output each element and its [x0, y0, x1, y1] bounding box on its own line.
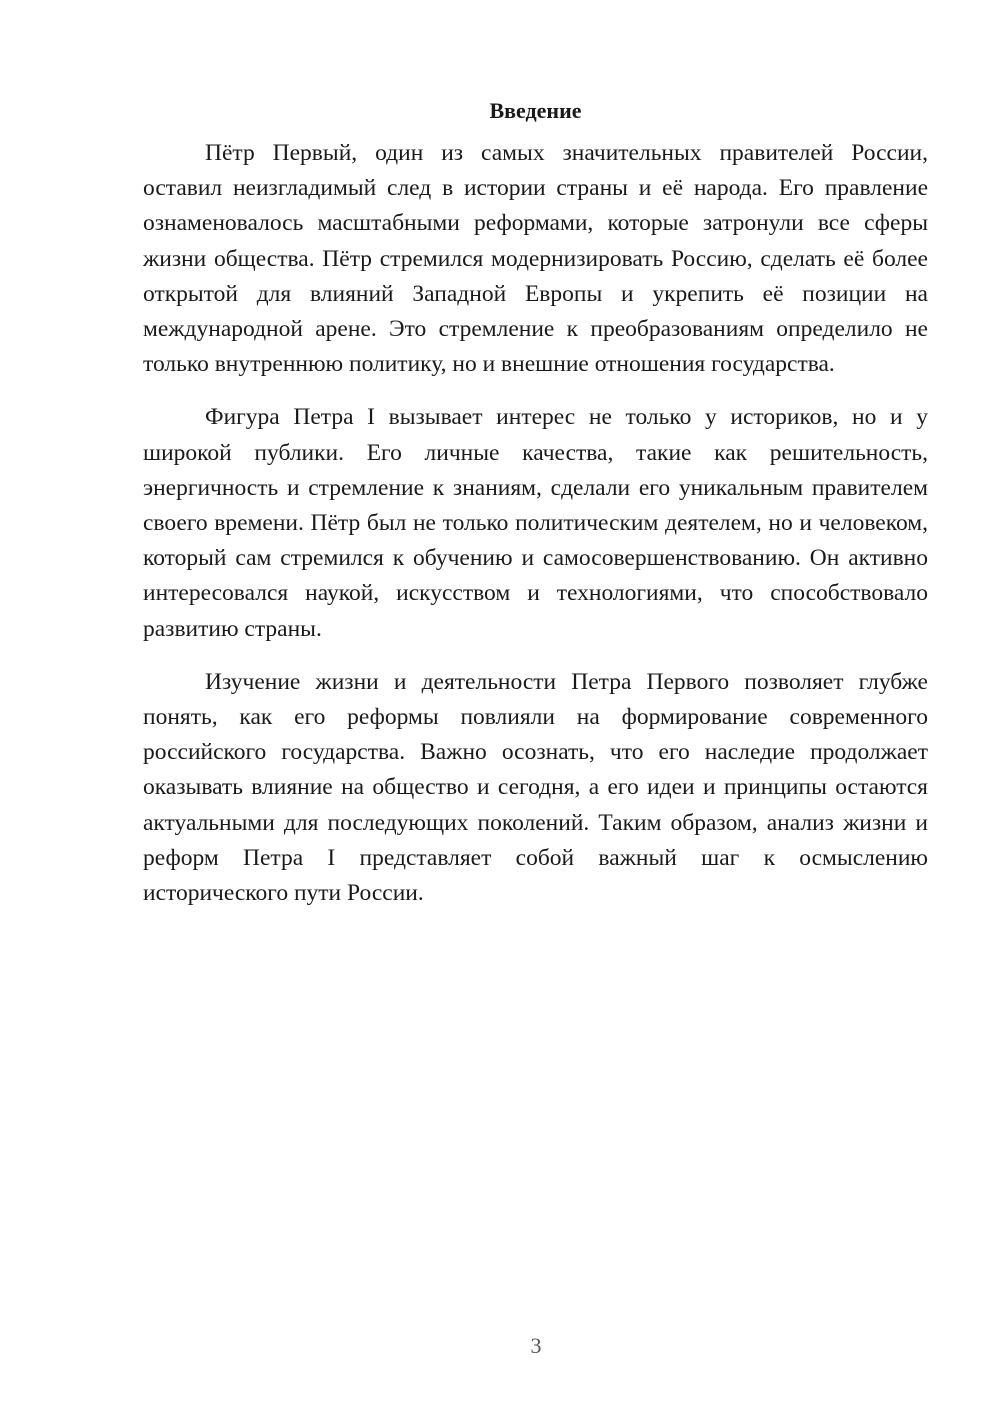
document-body [143, 96, 928, 929]
paragraph-1: Пётр Первый, один из самых значительных правителей России, оставил неизгладимый след в истории страны и её народа. Его правление ознаменовалось масштабными реформами, которые затронули все сферы жизни общества. Пётр стремился модернизировать Россию, сделать её более открытой для влияний Западной Европы и укрепить её позиции на международной арене. Это стремление к преобразованиям определило не только внутреннюю политику, но и внешние отношения государства. [143, 140, 928, 378]
paragraph-3: Изучение жизни и деятельности Петра Первого позволяет глубже понять, как его реформы повлияли на формирование современного российского государства. Важно осознать, что его наследие продолжает оказывать влияние на общество и сегодня, а его идеи и принципы остаются актуальными для последующих поколений. Таким образом, анализ жизни и реформ Петра I представляет собой важный шаг к осмыслению исторического пути России. [143, 668, 928, 907]
page-number: 3 [530, 1333, 542, 1358]
paragraph-2: Фигура Петра I вызывает интерес не только у историков, но и у широкой публики. Его личные качества, такие как решительность, энергичность и стремление к знаниям, сделали его уникальным правителем своего времени. Пётр был не только политическим деятелем, но и человеком, который сам стремился к обучению и самосовершенствованию. Он активно интересовался наукой, искусством и технологиями, что способствовало развитию страны. [143, 404, 928, 642]
section-title: Введение [489, 98, 582, 123]
